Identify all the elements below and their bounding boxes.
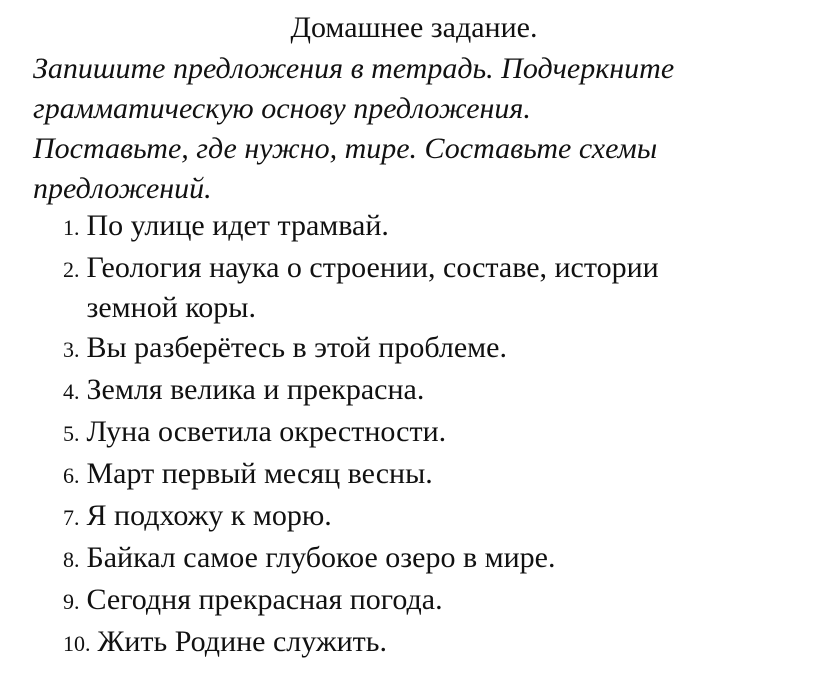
sentence-item (60, 328, 820, 370)
sentence-text (87, 370, 425, 410)
sentence-text (87, 496, 332, 536)
sentence-text (98, 622, 387, 662)
sentence-line: Геология наука о строении, составе, истории (86, 251, 659, 284)
sentence-line: Сегодня прекрасная погода. (86, 583, 443, 616)
instructions (33, 49, 813, 209)
sentence-line: Земля велика и прекрасна. (86, 373, 425, 406)
sentence-item (60, 248, 820, 328)
sentence-number: 7. (63, 505, 80, 530)
sentence-number: 4. (63, 379, 80, 404)
sentence-item (60, 538, 820, 580)
sentence-number: 6. (63, 463, 80, 488)
sentence-number: 5. (63, 421, 80, 446)
sentence-line: Луна осветила окрестности. (86, 415, 447, 448)
instruction-line: предложений. (33, 172, 212, 205)
sentence-line: Жить Родине служить. (97, 625, 387, 658)
sentence-line: Байкал самое глубокое озеро в мире. (86, 541, 556, 574)
sentence-text (87, 580, 443, 620)
sentence-item (60, 206, 820, 248)
instruction-line: Запишите предложения в тетрадь. Подчеркните (33, 52, 675, 85)
sentence-number: 3. (63, 337, 80, 362)
sentence-item (60, 622, 820, 664)
sentence-text (87, 248, 659, 328)
sentence-text (87, 538, 556, 578)
sentence-line: Март первый месяц весны. (86, 457, 433, 490)
sentence-item (60, 412, 820, 454)
page-title: Домашнее задание. (290, 11, 538, 44)
sentence-number: 9. (63, 589, 80, 614)
sentence-number: 1. (63, 215, 80, 240)
sentence-line: По улице идет трамвай. (86, 209, 389, 242)
sentence-number: 10. (63, 631, 91, 656)
sentence-line: Вы разберётесь в этой проблеме. (86, 331, 507, 364)
sentence-line: земной коры. (86, 291, 256, 324)
sentence-text (87, 206, 389, 246)
sentence-line: Я подхожу к морю. (86, 499, 332, 532)
sentence-number: 2. (63, 257, 80, 282)
sentence-item (60, 580, 820, 622)
instruction-line: грамматическую основу предложения. (33, 92, 531, 125)
sentence-list (60, 206, 820, 664)
sentence-text (87, 412, 447, 452)
sentence-item (60, 454, 820, 496)
sentence-item (60, 370, 820, 412)
sentence-text (87, 454, 433, 494)
sentence-number: 8. (63, 547, 80, 572)
instruction-line: Поставьте, где нужно, тире. Составьте схемы (33, 132, 658, 165)
sentence-text (87, 328, 507, 368)
sentence-item (60, 496, 820, 538)
